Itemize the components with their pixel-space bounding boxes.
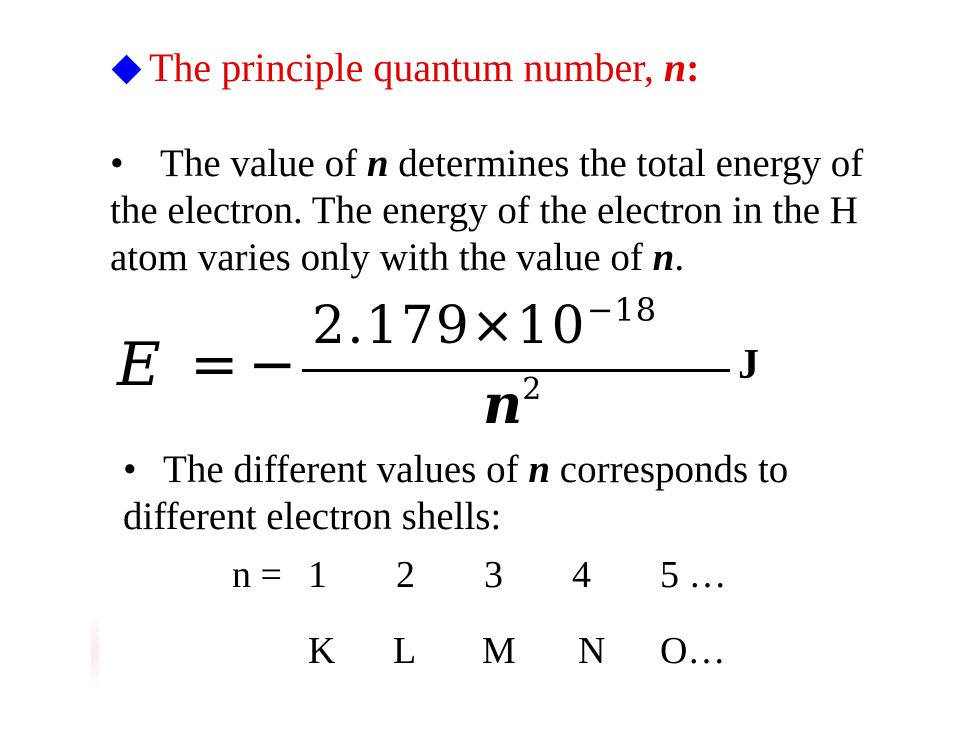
paragraph2-var: n bbox=[528, 448, 551, 491]
paragraph2-text-a: The different values of bbox=[163, 448, 529, 491]
n-value: 4 bbox=[572, 554, 591, 596]
n-value: 5 … bbox=[660, 554, 727, 596]
bullet-point: • bbox=[110, 142, 124, 185]
paragraph-shells bbox=[123, 446, 903, 540]
shell-letter: O… bbox=[660, 630, 726, 672]
title-variable: n bbox=[663, 45, 687, 90]
shell-letter: K bbox=[308, 630, 336, 672]
formula-denominator bbox=[483, 372, 541, 436]
paragraph1-text-b: determines the total energy of the electron. The energy of the electron in the H atom varies only with the value of bbox=[110, 142, 864, 279]
formula-lhs: E bbox=[117, 330, 161, 400]
paragraph2-text-b: corresponds to different electron shells: bbox=[123, 448, 789, 538]
paragraph1-text-a: The value of bbox=[160, 142, 367, 185]
formula-unit: J bbox=[738, 342, 759, 388]
bullet-point: • bbox=[123, 448, 137, 491]
n-value: 1 bbox=[308, 554, 327, 596]
numerator-mantissa: 2.179×10 bbox=[312, 296, 587, 356]
denominator-exponent: 2 bbox=[522, 372, 542, 407]
formula-minus: − bbox=[248, 330, 297, 398]
title-colon: : bbox=[686, 45, 700, 90]
paragraph1-var-a: n bbox=[366, 142, 389, 185]
shell-letter: N bbox=[578, 630, 606, 672]
formula-numerator bbox=[312, 291, 658, 356]
n-equals-label: n = bbox=[232, 554, 282, 596]
shell-letter: L bbox=[393, 630, 417, 672]
paragraph1-end: . bbox=[674, 236, 685, 279]
n-value: 3 bbox=[484, 554, 503, 596]
shell-letter: M bbox=[482, 630, 516, 672]
title-text: The principle quantum number, bbox=[149, 45, 664, 90]
paragraph1-var-b: n bbox=[652, 236, 675, 279]
edge-artifact bbox=[91, 615, 99, 687]
numerator-exponent: −18 bbox=[586, 291, 658, 329]
slide-title bbox=[110, 44, 700, 92]
denominator-base: n bbox=[483, 372, 523, 436]
paragraph-energy bbox=[110, 140, 900, 281]
n-value: 2 bbox=[396, 554, 415, 596]
diamond-icon bbox=[110, 53, 141, 84]
formula-equals: = bbox=[190, 330, 239, 398]
